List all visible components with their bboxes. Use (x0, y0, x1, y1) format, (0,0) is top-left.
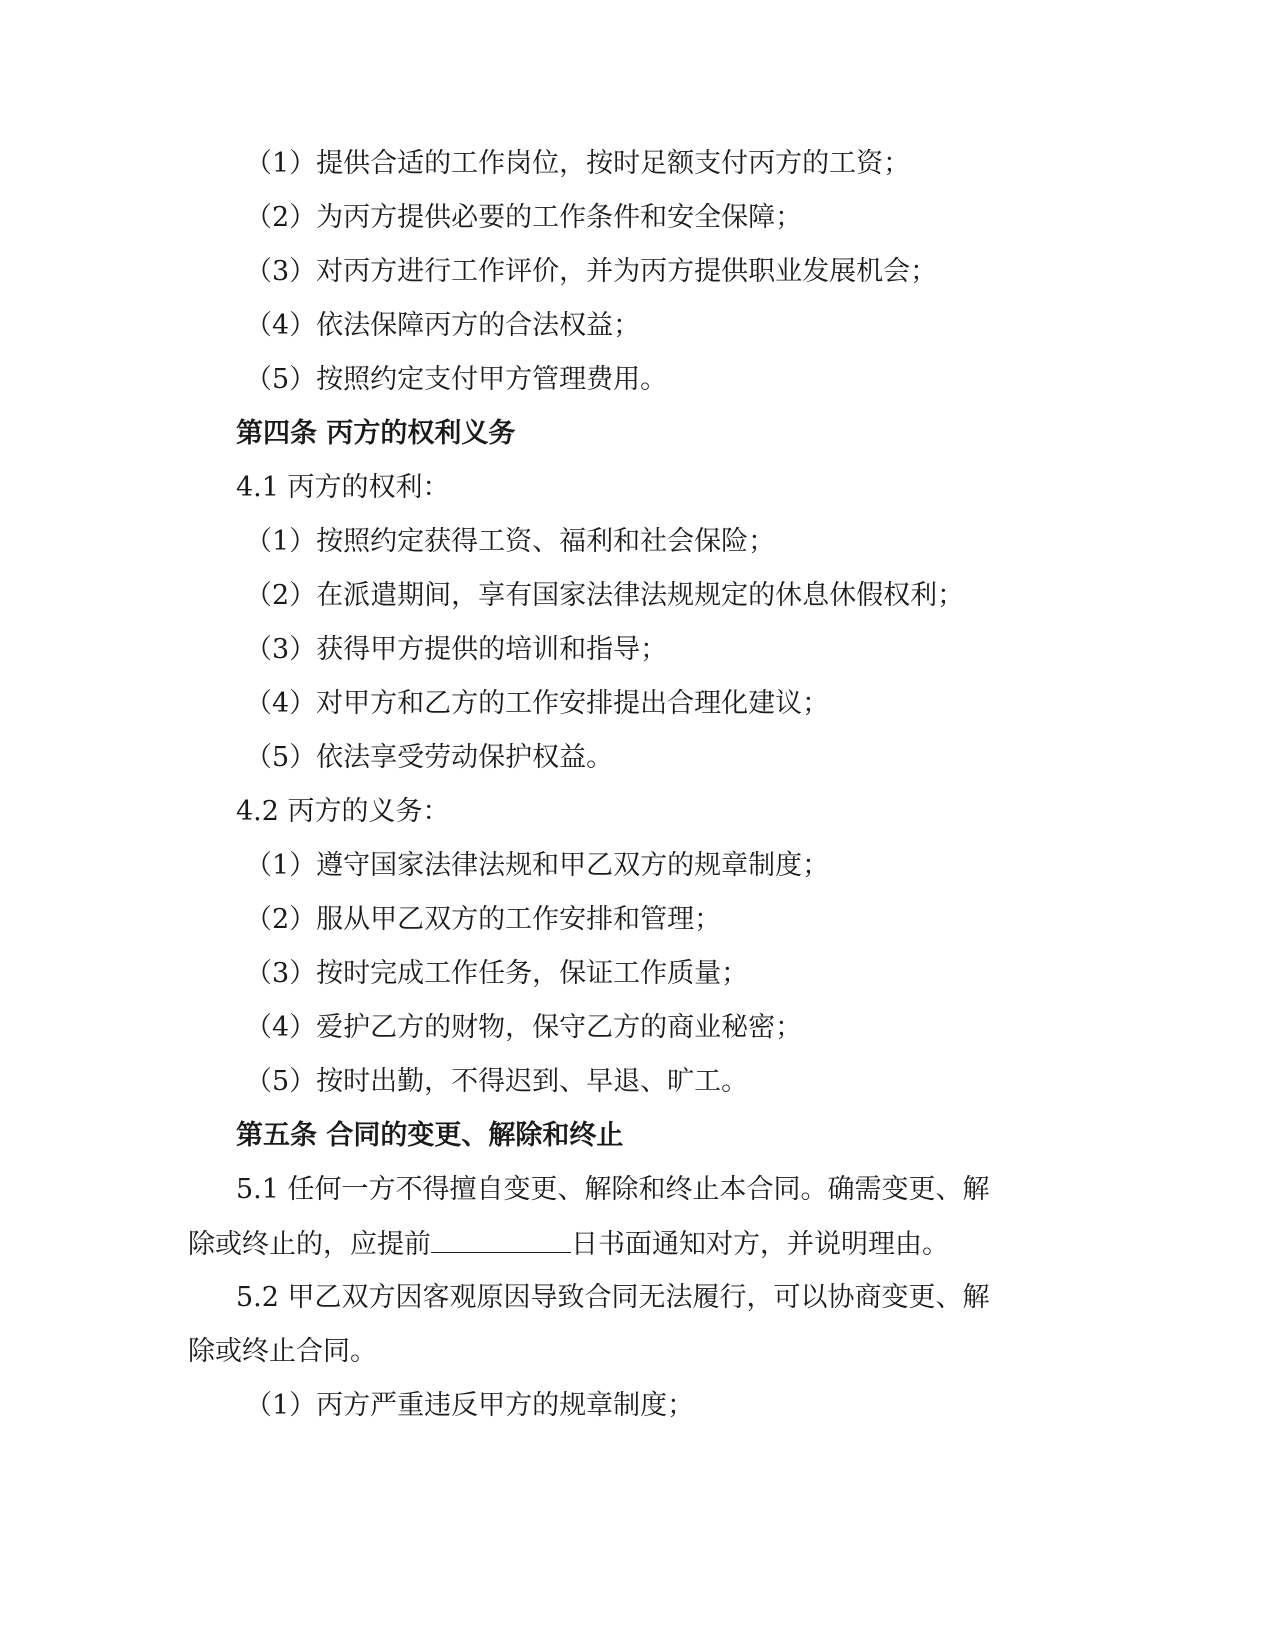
list-item: （2）为丙方提供必要的工作条件和安全保障； (245, 202, 803, 233)
list-item: （1）提供合适的工作岗位，按时足额支付丙方的工资； (245, 148, 911, 179)
paragraph-5-1-line-2 (188, 1226, 949, 1263)
paragraph-5-1-text-before-blank: 除或终止的，应提前 (188, 1229, 431, 1260)
list-item: （4）对甲方和乙方的工作安排提出合理化建议； (245, 688, 830, 719)
article-5-heading: 第五条 合同的变更、解除和终止 (236, 1120, 624, 1151)
list-item: （2）在派遣期间，享有国家法律法规规定的休息休假权利； (245, 580, 965, 611)
list-item: （4）依法保障丙方的合法权益； (245, 310, 641, 341)
list-item: （4）爱护乙方的财物，保守乙方的商业秘密； (245, 1012, 803, 1043)
list-item: （1）遵守国家法律法规和甲乙双方的规章制度； (245, 850, 830, 881)
duties-title: 4.2 丙方的义务： (236, 796, 450, 827)
list-item: （1）按照约定获得工资、福利和社会保险； (245, 526, 776, 557)
fill-in-blank-days (431, 1226, 571, 1253)
rights-title: 4.1 丙方的权利： (236, 472, 450, 503)
list-item: （5）按时出勤，不得迟到、早退、旷工。 (245, 1066, 749, 1097)
list-item: （3）按时完成工作任务，保证工作质量； (245, 958, 749, 989)
paragraph-5-2-line-2: 除或终止合同。 (188, 1336, 377, 1367)
paragraph-5-1-text-after-blank: 日书面通知对方，并说明理由。 (571, 1229, 949, 1260)
paragraph-5-1-line-1: 5.1 任何一方不得擅自变更、解除和终止本合同。确需变更、解 (236, 1174, 990, 1205)
list-item: （5）按照约定支付甲方管理费用。 (245, 364, 668, 395)
paragraph-5-2-line-1: 5.2 甲乙双方因客观原因导致合同无法履行，可以协商变更、解 (236, 1282, 990, 1313)
article-4-heading: 第四条 丙方的权利义务 (236, 418, 516, 449)
list-item: （5）依法享受劳动保护权益。 (245, 742, 614, 773)
list-item: （3）对丙方进行工作评价，并为丙方提供职业发展机会； (245, 256, 938, 287)
list-item: （3）获得甲方提供的培训和指导； (245, 634, 668, 665)
list-item: （2）服从甲乙双方的工作安排和管理； (245, 904, 722, 935)
list-item: （1）丙方严重违反甲方的规章制度； (245, 1390, 695, 1421)
